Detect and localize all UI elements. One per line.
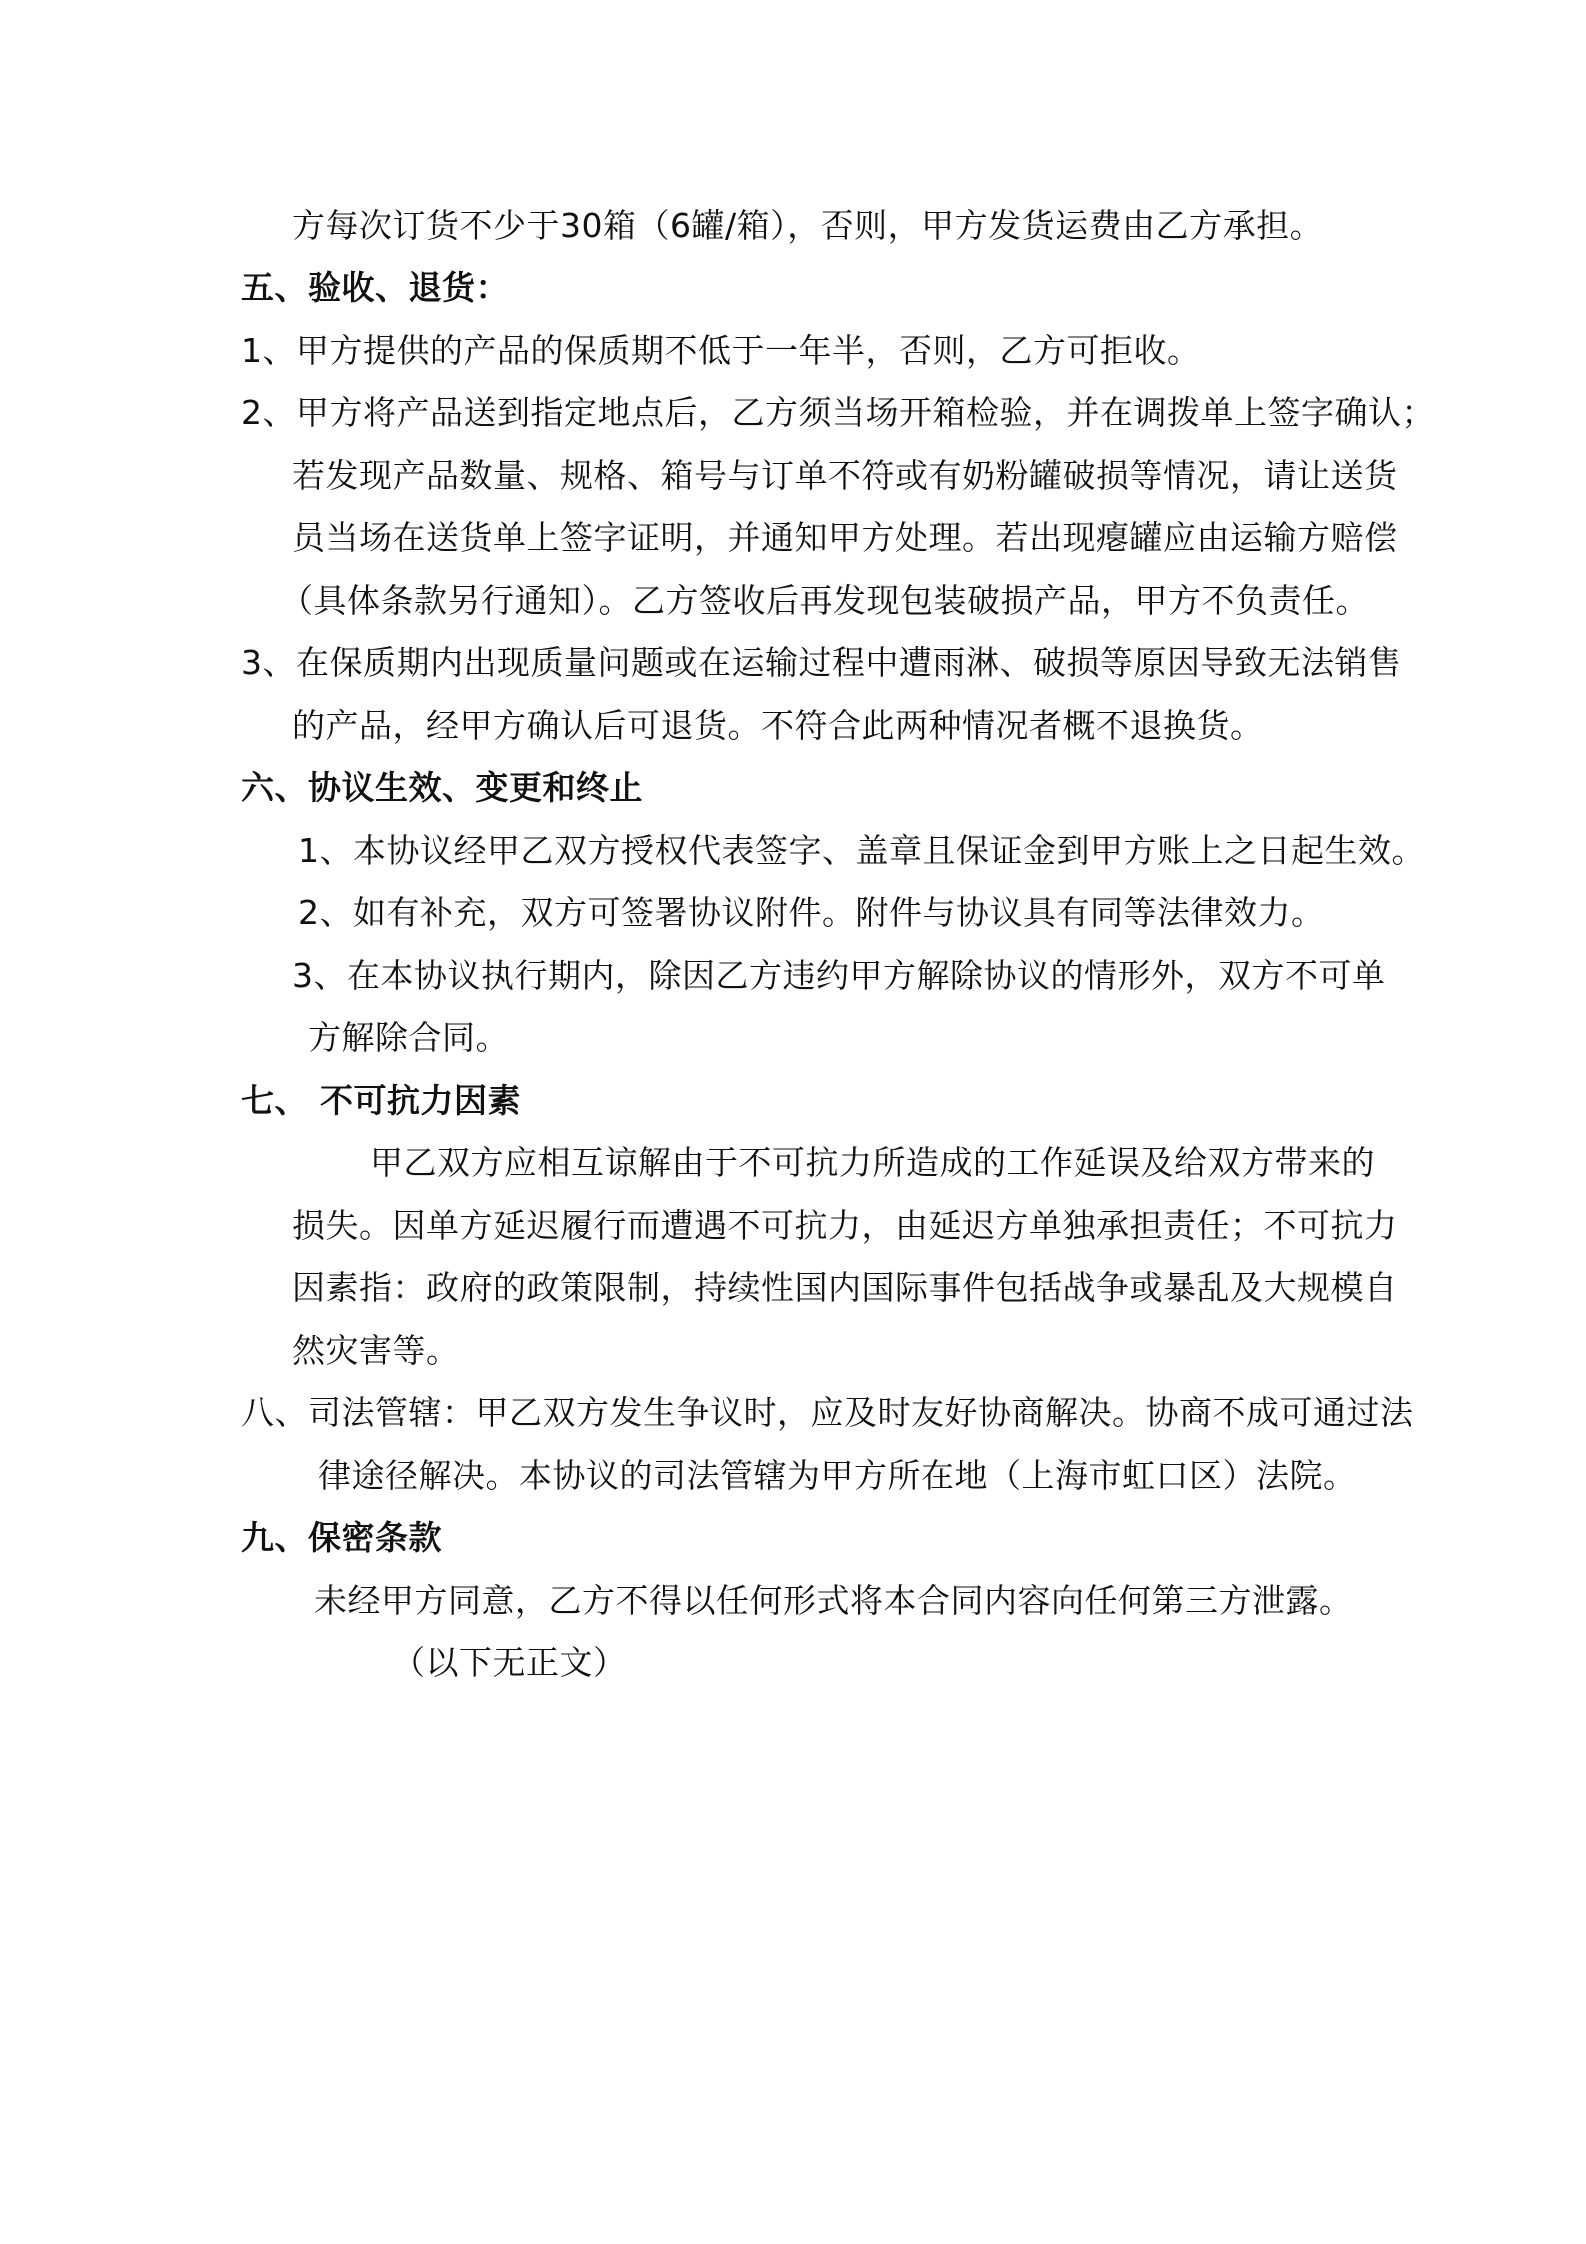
section-heading-9: 九、保密条款 [241, 1518, 442, 1557]
text-line: 1、本协议经甲乙双方授权代表签字、盖章且保证金到甲方账上之日起生效。 [298, 831, 1425, 870]
text-line: 律途径解决。本协议的司法管辖为甲方所在地（上海市虹口区）法院。 [318, 1456, 1357, 1495]
text-line: 的产品，经甲方确认后可退货。不符合此两种情况者概不退换货。 [292, 706, 1264, 745]
text-line: 3、在本协议执行期内，除因乙方违约甲方解除协议的情形外，双方不可单 [292, 956, 1386, 995]
text-line: 然灾害等。 [292, 1331, 460, 1370]
section-heading-6: 六、协议生效、变更和终止 [241, 768, 643, 807]
section-heading-5: 五、验收、退货： [241, 268, 509, 307]
text-line: 方每次订货不少于30箱（6罐/箱），否则，甲方发货运费由乙方承担。 [292, 206, 1324, 245]
text-line: 1、甲方提供的产品的保质期不低于一年半，否则，乙方可拒收。 [241, 331, 1201, 370]
text-line: 方解除合同。 [308, 1018, 509, 1057]
text-line: 3、在保质期内出现质量问题或在运输过程中遭雨淋、破损等原因导致无法销售 [241, 643, 1402, 682]
text-line: 2、甲方将产品送到指定地点后，乙方须当场开箱检验，并在调拨单上签字确认； [241, 393, 1435, 432]
text-line: 未经甲方同意，乙方不得以任何形式将本合同内容向任何第三方泄露。 [314, 1581, 1353, 1620]
text-line: （具体条款另行通知）。乙方签收后再发现包装破损产品，甲方不负责任。 [280, 581, 1369, 620]
section-heading-8: 八、司法管辖：甲乙双方发生争议时，应及时友好协商解决。协商不成可通过法 [241, 1393, 1414, 1432]
section-heading-7: 七、 不可抗力因素 [241, 1081, 521, 1120]
text-line: 损失。因单方延迟履行而遭遇不可抗力，由延迟方单独承担责任；不可抗力 [292, 1206, 1398, 1245]
text-line: 2、如有补充，双方可签署协议附件。附件与协议具有同等法律效力。 [298, 893, 1325, 932]
text-line: 若发现产品数量、规格、箱号与订单不符或有奶粉罐破损等情况，请让送货 [292, 456, 1398, 495]
text-line: 甲乙双方应相互谅解由于不可抗力所造成的工作延误及给双方带来的 [370, 1143, 1375, 1182]
text-line: 因素指：政府的政策限制，持续性国内国际事件包括战争或暴乱及大规模自 [292, 1268, 1398, 1307]
text-line: 员当场在送货单上签字证明，并通知甲方处理。若出现瘪罐应由运输方赔偿 [292, 518, 1398, 557]
end-of-text-note: （以下无正文） [392, 1643, 627, 1682]
